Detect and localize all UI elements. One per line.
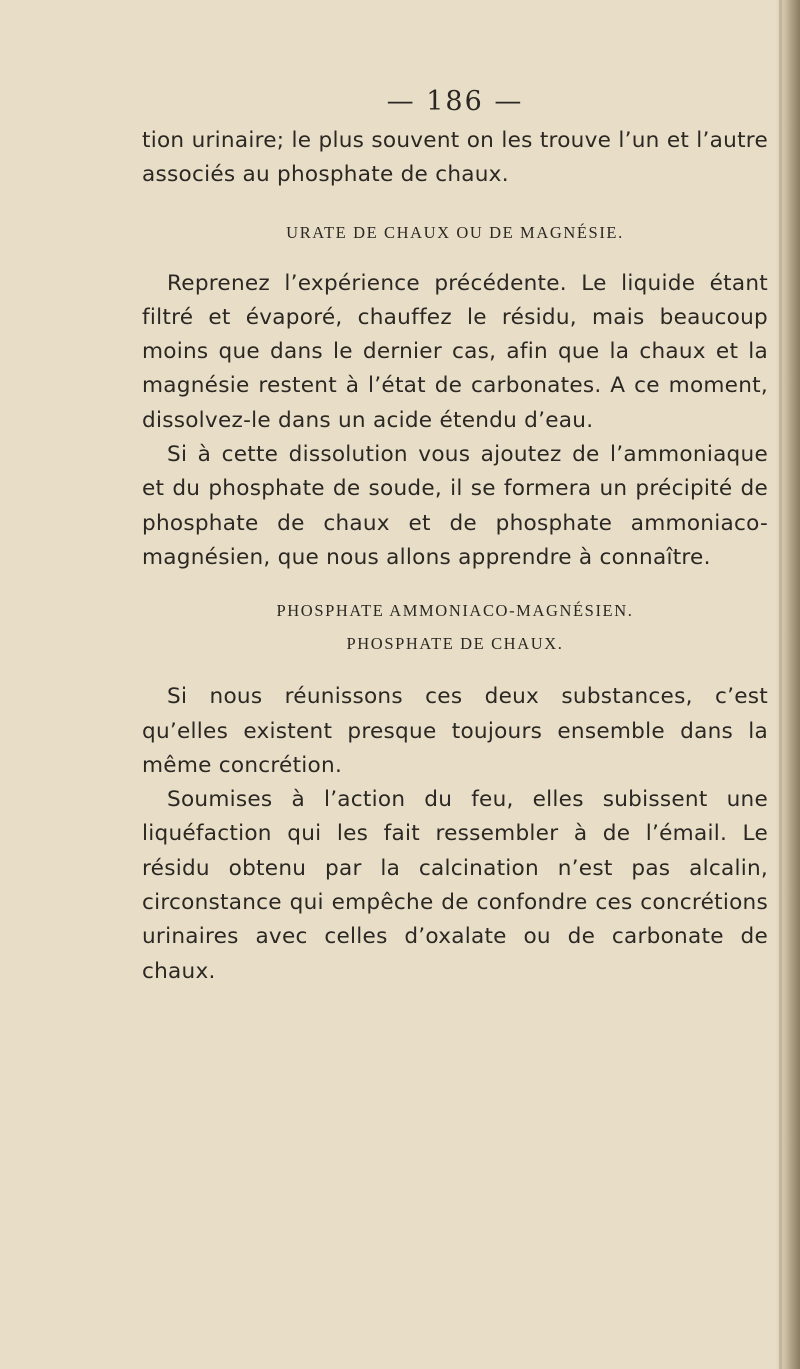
paragraph-dissolution: Si à cette dissolution vous ajoutez de l’ammoniaque et du phosphate de soude, il se formera un précipité de phosphate de chaux et de phosphate ammoniaco-magnésien, que nous allons apprendre à connaître.	[142, 442, 768, 570]
paragraph-reunissons: Si nous réunissons ces deux substances, c’est qu’elles existent presque toujours ensemble dans la même concrétion.	[142, 684, 768, 778]
page-content	[142, 86, 768, 989]
paragraph-continuation: tion urinaire; le plus souvent on les trouve l’un et l’autre associés au phosphate de chaux.	[142, 128, 768, 188]
section-heading-urate: URATE DE CHAUX OU DE MAGNÉSIE.	[286, 222, 624, 242]
page-number: — 186 —	[386, 86, 524, 117]
paragraph-soumises: Soumises à l’action du feu, elles subissent une liquéfaction qui les fait ressembler à de l’émail. Le résidu obtenu par la calcination n’est pas alcalin, circonstance qui empêche de confondre ces concrétions urinaires avec celles d’oxalate ou de carbonate de chaux.	[142, 787, 768, 984]
section-heading-phosphate-ammoniaco: PHOSPHATE AMMONIACO-MAGNÉSIEN.	[276, 601, 634, 621]
section-heading-phosphate-chaux: PHOSPHATE DE CHAUX.	[346, 634, 564, 654]
page-edge-shadow	[779, 0, 782, 1369]
paragraph-reprenez: Reprenez l’expérience précédente. Le liquide étant filtré et évaporé, chauffez le résidu, mais beaucoup moins que dans le dernier cas, afin que la chaux et la magnésie restent à l’état de carbonates. A ce moment, dissolvez-le dans un acide étendu d’eau.	[142, 270, 768, 433]
